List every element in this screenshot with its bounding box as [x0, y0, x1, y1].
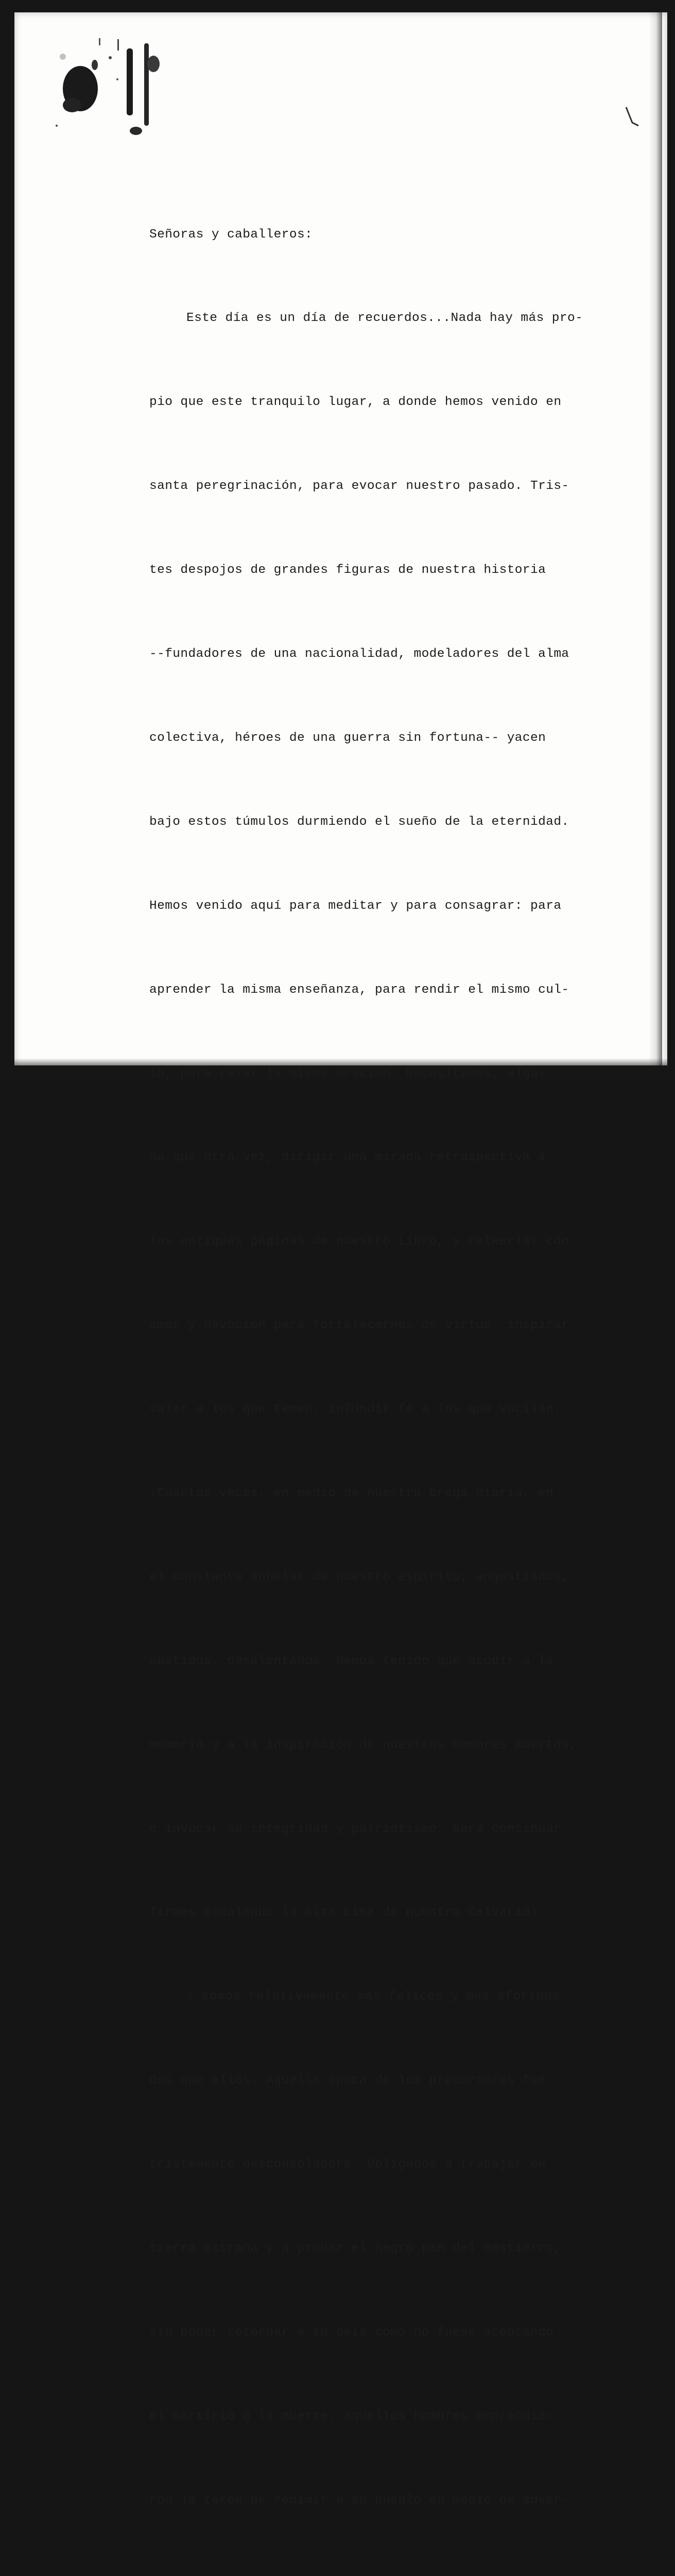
text-line: ron la tarea de redimir a su pueblo en medio de adver- [149, 2493, 569, 2507]
paper-right-shadow [649, 12, 662, 1065]
text-line: dos que ellos. Aquella época de los precursores fué [149, 2074, 546, 2088]
text-line: memoria y a la inspiración de nuestros hombres muertos, [149, 1738, 577, 1752]
ink-stain-mark [45, 28, 179, 146]
text-line: bajo estos túmulos durmiendo el sueño de la eternidad. [149, 815, 569, 829]
text-line: abatidos, desalentados, hemos tenido que acudir a la [149, 1654, 554, 1668]
text-line: tristemente desconsoladora. Obligados a trabajar en [149, 2158, 546, 2172]
text-line: valor a los que temen, infundir fe a los que vacilan. [149, 1402, 562, 1417]
text-line: to, para rezar la misma oración. Necesitamos, algu- [149, 1066, 546, 1081]
salutation-line: Señoras y caballeros: [149, 227, 313, 242]
corner-pencil-mark [623, 105, 644, 131]
text-line: Y somos relativamente más felices y más afortuna- [186, 1990, 568, 2004]
paper-sheet [14, 12, 667, 2507]
text-line: santa peregrinación, para evocar nuestro pasado. Tris- [149, 479, 569, 494]
text-line: ¡Cuántas veces, en medio de nuestra brega diaria, en [149, 1486, 554, 1500]
text-line: Este día es un día de recuerdos...Nada hay más pro- [186, 311, 583, 326]
text-line: pio que este tranquilo lugar, a donde hemos venido en [149, 395, 562, 410]
text-line: --fundadores de una nacionalidad, modeladores del alma [149, 647, 569, 662]
text-line [149, 2571, 623, 2576]
text-line: tierra extraña y a probar el negro pan del destierro, [149, 2241, 562, 2256]
text-line: e invocar su integridad y patriotismo, para continuar [149, 1822, 562, 1836]
text-line: na que otra vez, dirigir una mirada retrospectiva a [149, 1150, 546, 1165]
typed-text-block [149, 165, 623, 2576]
text-line: amor y devoción para fortalecernos de virtud, inspirar [149, 1318, 569, 1333]
text-line: el constante anhelar de nuestro espíritu, angustiados, [149, 1570, 569, 1584]
text-line: colectiva, héroes de una guerra sin fortuna-- yacen [149, 731, 546, 745]
text-line: sin poder retornar a su país como no fuese aceptando [149, 2325, 554, 2340]
text-line: firmes escalando la alta cima de nuestro Calvario! [149, 1906, 539, 1920]
text-line: las antiguas páginas de nuestro Libro, y releerlas con [149, 1234, 569, 1249]
text-line: Hemos venido aquí para meditar y para consagrar: para [149, 899, 562, 913]
text-line: el martirio o la muerte, aquellos hombres emprendie- [149, 2409, 554, 2424]
text-line: aprender la misma enseñanza, para rendir el mismo cul- [149, 982, 569, 997]
text-line: tes despojos de grandes figuras de nuestra historia [149, 563, 546, 578]
